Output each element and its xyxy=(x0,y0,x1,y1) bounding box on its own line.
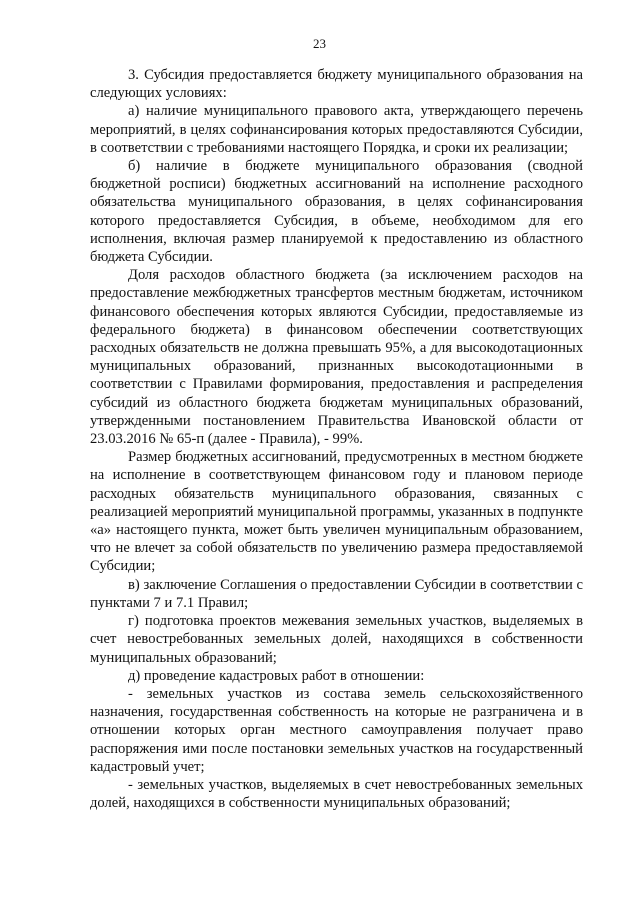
paragraph-land-plots-municipal: - земельных участков, выделяемых в счет невостребованных земельных долей, находящихся в собственности муниципальных образований; xyxy=(90,776,583,812)
paragraph-land-plots-state: - земельных участков из состава земель сельскохозяйственного назначения, государственная собственность на которые не разграничена и в отношении которых орган местного самоуправления получает право распоряжения ими после постановки земельных участков на государственный кадастровый учет; xyxy=(90,685,583,775)
page-number: 23 xyxy=(313,36,326,51)
paragraph-conditions-intro: 3. Субсидия предоставляется бюджету муниципального образования на следующих условиях: xyxy=(90,67,583,102)
paragraph-condition-d: д) проведение кадастровых работ в отношении: xyxy=(128,667,425,684)
paragraph-condition-v: в) заключение Соглашения о предоставлении Субсидии в соответствии с пунктами 7 и 7.1 Правил; xyxy=(90,576,583,611)
paragraph-condition-a: а) наличие муниципального правового акта, утверждающего перечень мероприятий, в целях софинансирования которых предоставляются Субсидии, в соответствии с требованиями настоящего Порядка, и сроки их реализации; xyxy=(90,103,583,156)
paragraph-budget-share: Доля расходов областного бюджета (за исключением расходов на предоставление межбюджетных трансфертов местным бюджетам, источником финансового обеспечения которых являются Субсидии, предоставляемые из федерального бюджета) в финансовом обеспечении соответствующих расходных обязательств не должна превышать 95%, а для высокодотационных муниципальных образований, признанных высокодотационными в соответствии с Правилами формирования, предоставления и распределения субсидий из областного бюджета бюджетам муниципальных образований, утвержденными постановлением Правительства Ивановской области от 23.03.2016 № 65-п (далее - Правила), - 99%. xyxy=(90,267,583,448)
paragraph-condition-g: г) подготовка проектов межевания земельных участков, выделяемых в счет невостребованных земельных долей, находящихся в собственности муниципальных образований; xyxy=(90,613,583,666)
paragraph-condition-b: б) наличие в бюджете муниципального образования (сводной бюджетной росписи) бюджетных ассигнований на исполнение расходного обязательства муниципального образования, в целях софинансирования которого предоставляется Субсидия, в объеме, необходимом для его исполнения, включая размер планируемой к предоставлению из областного бюджета Субсидии. xyxy=(90,158,583,266)
paragraph-budget-allocations: Размер бюджетных ассигнований, предусмотренных в местном бюджете на исполнение в соответствующем финансовом году и плановом периоде расходных обязательств муниципального образования, связанных с реализацией мероприятий муниципальной программы, указанных в подпункте «а» настоящего пункта, может быть увеличен муниципальным образованием, что не влечет за собой обязательств по увеличению размера предоставляемой Субсидии; xyxy=(90,449,583,575)
document-body xyxy=(90,66,583,812)
